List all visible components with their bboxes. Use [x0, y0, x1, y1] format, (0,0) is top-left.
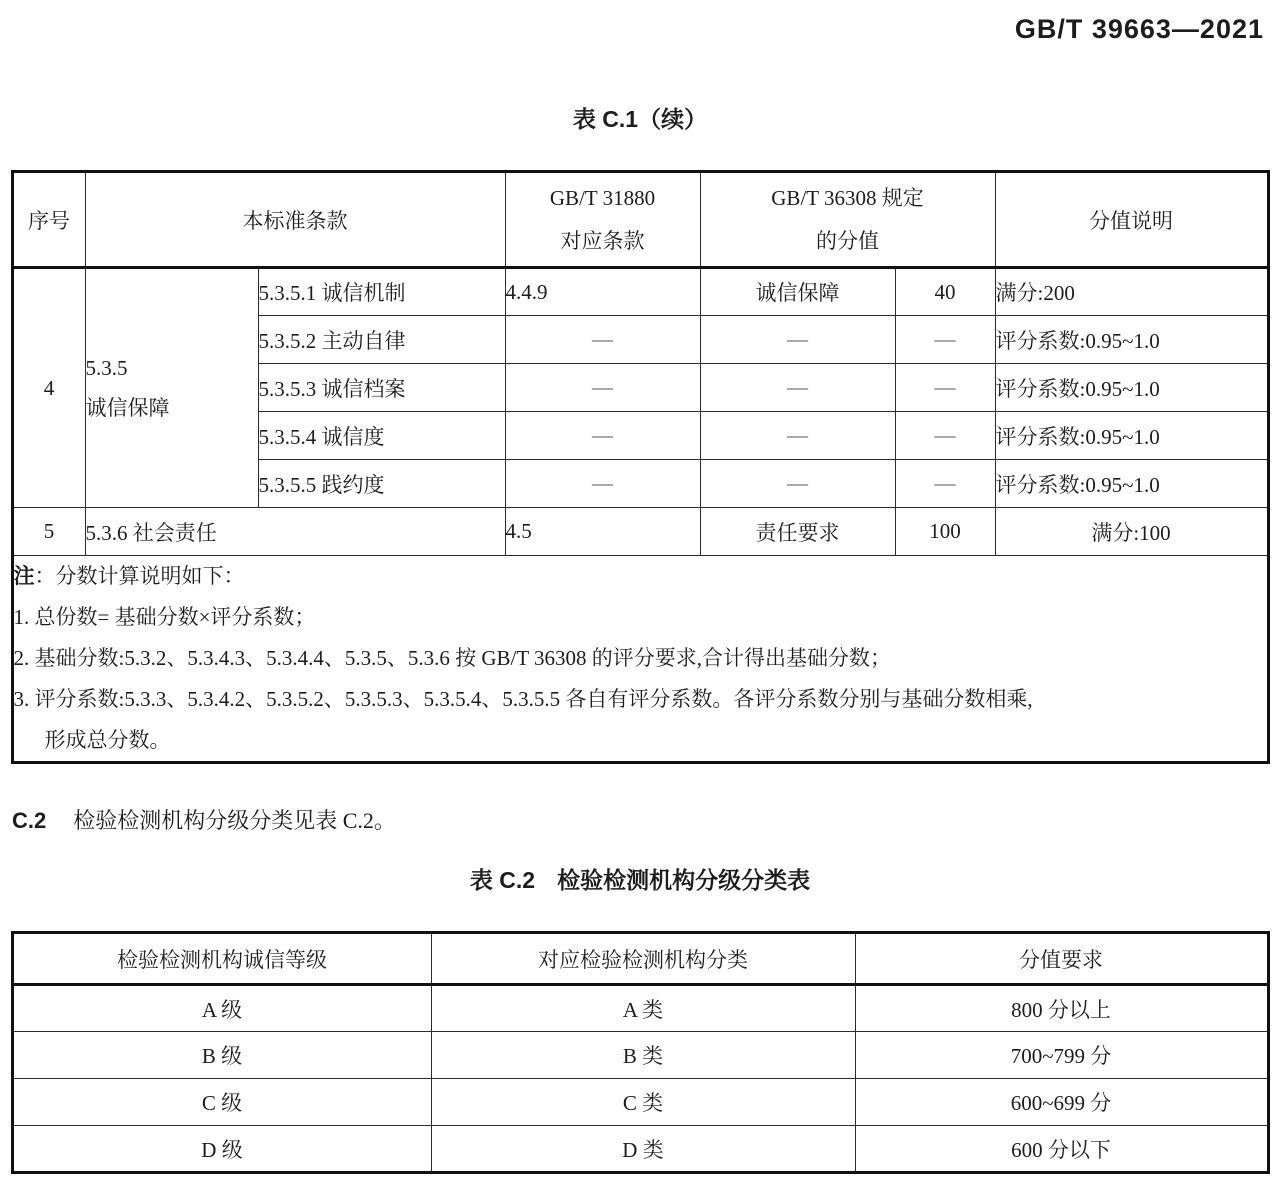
note-line-3: 3. 评分系数:5.3.3、5.3.4.2、5.3.5.2、5.3.5.3、5.3.5.4、5.3.5.5 各自有评分系数。各评分系数分别与基础分数相乘, — [13, 687, 1033, 711]
table-c1 — [11, 170, 1270, 764]
c1-header-seq: 序号 — [12, 172, 85, 268]
c1-seq-4: 4 — [12, 268, 85, 508]
note-label: 注 — [13, 564, 35, 588]
c1-subclause: 5.3.5.3 诚信档案 — [258, 364, 505, 412]
c1-header-gbt31880-line2: 对应条款 — [560, 228, 645, 253]
c1-clause-536: 5.3.6 社会责任 — [85, 508, 505, 556]
c1-score-value: — — [895, 460, 995, 508]
table-row — [12, 1032, 1268, 1079]
c2-grade: A 级 — [12, 985, 431, 1032]
c1-subclause: 5.3.5.1 诚信机制 — [258, 268, 505, 316]
c2-header-category: 对应检验检测机构分类 — [431, 933, 855, 985]
table-c2-title-text: 检验检测机构分级分类表 — [557, 867, 811, 893]
c1-header-gbt36308-line1: GB/T 36308 规定 — [771, 185, 924, 210]
c1-clause-535 — [85, 268, 258, 508]
c2-grade: C 级 — [12, 1079, 431, 1126]
c1-gbt31880-ref: — — [505, 364, 700, 412]
note-line-1: 1. 总份数= 基础分数×评分系数； — [13, 605, 316, 629]
c1-subclause: 5.3.5.2 主动自律 — [258, 316, 505, 364]
c2-grade: B 级 — [12, 1032, 431, 1079]
c1-score-value: — — [895, 364, 995, 412]
c1-gbt31880-ref: — — [505, 460, 700, 508]
c1-gbt31880-ref: 4.4.9 — [505, 268, 700, 316]
c2-score: 600~699 分 — [855, 1079, 1268, 1126]
table-c2-title — [0, 862, 1280, 895]
c2-category: C 类 — [431, 1079, 855, 1126]
c1-score-note: 满分:100 — [995, 508, 1268, 556]
c2-grade: D 级 — [12, 1126, 431, 1173]
c1-gbt31880-ref: 4.5 — [505, 508, 700, 556]
c1-gbt31880-ref: — — [505, 316, 700, 364]
c1-score-name: — — [700, 412, 895, 460]
c1-score-value: 100 — [895, 508, 995, 556]
c1-header-gbt31880 — [505, 172, 700, 268]
standard-number: GB/T 39663—2021 — [1014, 14, 1264, 44]
table-c2-title-prefix: 表 C.2 — [469, 867, 536, 893]
c1-subclause: 5.3.5.4 诚信度 — [258, 412, 505, 460]
c2-category: B 类 — [431, 1032, 855, 1079]
c1-score-note: 满分:200 — [995, 268, 1268, 316]
c1-score-name: — — [700, 460, 895, 508]
c1-score-name: — — [700, 316, 895, 364]
c1-score-name: 责任要求 — [700, 508, 895, 556]
note-line-2: 2. 基础分数:5.3.2、5.3.4.3、5.3.4.4、5.3.5、5.3.6 按 GB/T 36308 的评分要求,合计得出基础分数； — [13, 646, 892, 670]
c2-score: 800 分以上 — [855, 985, 1268, 1032]
table-row — [12, 268, 1268, 316]
c1-subclause: 5.3.5.5 践约度 — [258, 460, 505, 508]
table-c1-title: 表 C.1（续） — [572, 106, 708, 132]
c1-score-name: 诚信保障 — [700, 268, 895, 316]
note-intro: ：分数计算说明如下： — [34, 564, 245, 588]
c2-header-grade: 检验检测机构诚信等级 — [12, 933, 431, 985]
table-row — [12, 985, 1268, 1032]
c1-score-name: — — [700, 364, 895, 412]
c1-score-note: 评分系数:0.95~1.0 — [995, 460, 1268, 508]
c2-score: 600 分以下 — [855, 1126, 1268, 1173]
c1-header-gbt36308-line2: 的分值 — [816, 228, 879, 253]
section-c2-number: C.2 — [12, 808, 47, 833]
table-row — [12, 508, 1268, 556]
c1-score-note: 评分系数:0.95~1.0 — [995, 412, 1268, 460]
c1-score-value: — — [895, 412, 995, 460]
c1-header-gbt36308 — [700, 172, 995, 268]
c1-score-note: 评分系数:0.95~1.0 — [995, 364, 1268, 412]
section-c2-text: 检验检测机构分级分类见表 C.2。 — [73, 808, 396, 833]
c2-category: A 类 — [431, 985, 855, 1032]
table-notes-row — [12, 556, 1268, 763]
c1-score-value: 40 — [895, 268, 995, 316]
c1-clause-535-number: 5.3.5 — [85, 356, 128, 380]
c1-score-value: — — [895, 316, 995, 364]
table-c1-header-row — [12, 172, 1268, 268]
c2-header-score: 分值要求 — [855, 933, 1268, 985]
table-row — [12, 1079, 1268, 1126]
c1-header-note: 分值说明 — [995, 172, 1268, 268]
table-row — [12, 1126, 1268, 1173]
c1-gbt31880-ref: — — [505, 412, 700, 460]
section-c2-paragraph — [0, 804, 1280, 835]
table-c2-header-row — [12, 933, 1268, 985]
c1-notes-cell — [12, 556, 1268, 763]
table-c2 — [11, 931, 1270, 1174]
c1-seq-5: 5 — [12, 508, 85, 556]
c1-header-gbt31880-line1: GB/T 31880 — [549, 185, 656, 210]
c2-category: D 类 — [431, 1126, 855, 1173]
c1-header-clause: 本标准条款 — [85, 172, 505, 268]
c1-clause-535-label: 诚信保障 — [85, 396, 170, 420]
c2-score: 700~799 分 — [855, 1032, 1268, 1079]
note-intro-line — [14, 556, 1267, 597]
note-line-3-continued: 形成总分数。 — [44, 728, 171, 752]
c1-score-note: 评分系数:0.95~1.0 — [995, 316, 1268, 364]
